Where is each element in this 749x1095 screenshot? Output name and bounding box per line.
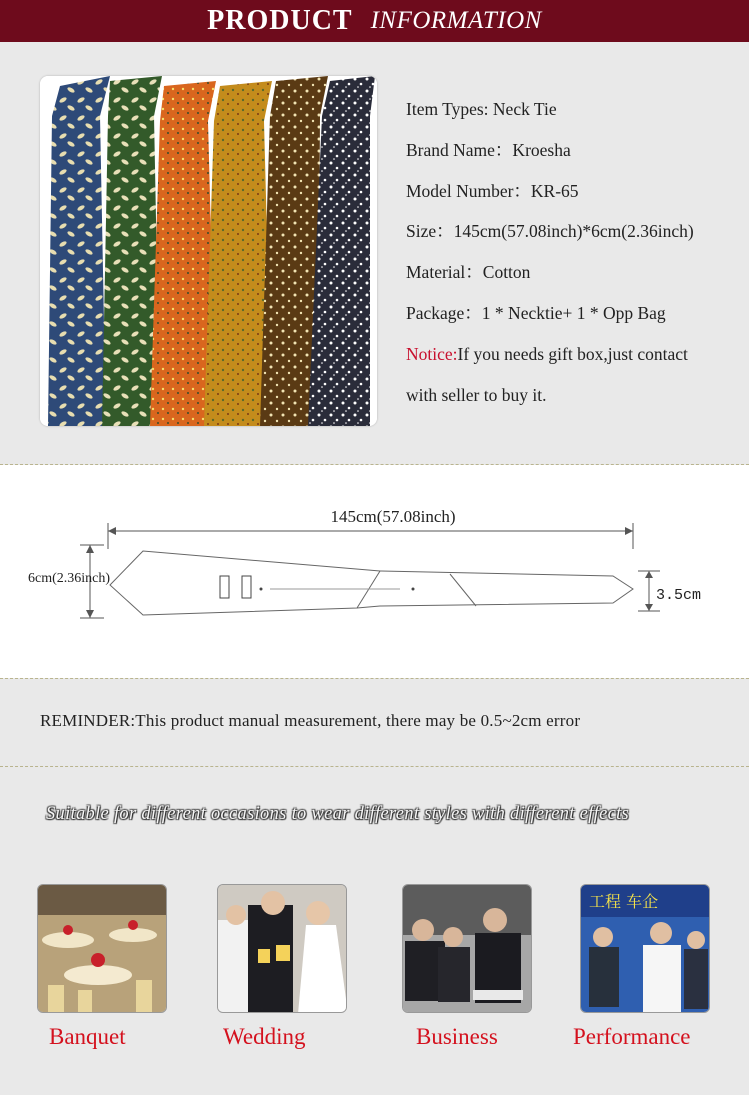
header-title-bold: PRODUCT	[207, 5, 353, 36]
tip-label: 3.5cm	[656, 587, 702, 604]
occasions-caption: Suitable for different occasions to wear different styles with different effects	[46, 804, 630, 824]
notice-text: If you needs gift box,just contact	[457, 343, 688, 364]
length-label: 145cm(57.08inch)	[330, 507, 456, 526]
ties-illustration	[40, 76, 377, 426]
performance-photo	[580, 884, 710, 1013]
business-photo	[402, 884, 532, 1013]
header-title-italic: INFORMATION	[370, 7, 542, 34]
notice-label: Notice:	[406, 343, 458, 364]
svg-text:工程 车企: 工程 车企	[589, 892, 659, 911]
size-diagram-panel	[0, 465, 749, 678]
header-banner	[0, 0, 749, 42]
reminder-text: REMINDER:This product manual measurement, there may be 0.5~2cm error	[40, 711, 581, 730]
tie-size-diagram	[0, 465, 749, 678]
spec-notice	[406, 341, 736, 382]
spec-package: Package：1 * Necktie+ 1 * Opp Bag	[406, 302, 666, 323]
product-photo	[40, 76, 377, 426]
spec-list	[406, 96, 736, 422]
banquet-photo	[37, 884, 167, 1013]
spec-material: Material：Cotton	[406, 262, 531, 283]
divider-mid	[0, 678, 749, 679]
spec-item-types: Item Types: Neck Tie	[406, 99, 557, 119]
spec-size: Size：145cm(57.08inch)*6cm(2.36inch)	[406, 221, 694, 242]
spec-notice-continued: with seller to buy it.	[406, 384, 547, 405]
occasion-label-banquet: Banquet	[49, 1024, 126, 1049]
spec-brand: Brand Name：Kroesha	[406, 139, 571, 160]
wedding-photo	[217, 884, 347, 1013]
occasion-label-wedding: Wedding	[223, 1024, 306, 1049]
occasion-label-performance: Performance	[573, 1024, 691, 1049]
occasion-label-business: Business	[416, 1024, 498, 1049]
spec-model: Model Number：KR-65	[406, 180, 579, 201]
divider-bottom	[0, 766, 749, 767]
width-label: 6cm(2.36inch)	[28, 571, 111, 586]
